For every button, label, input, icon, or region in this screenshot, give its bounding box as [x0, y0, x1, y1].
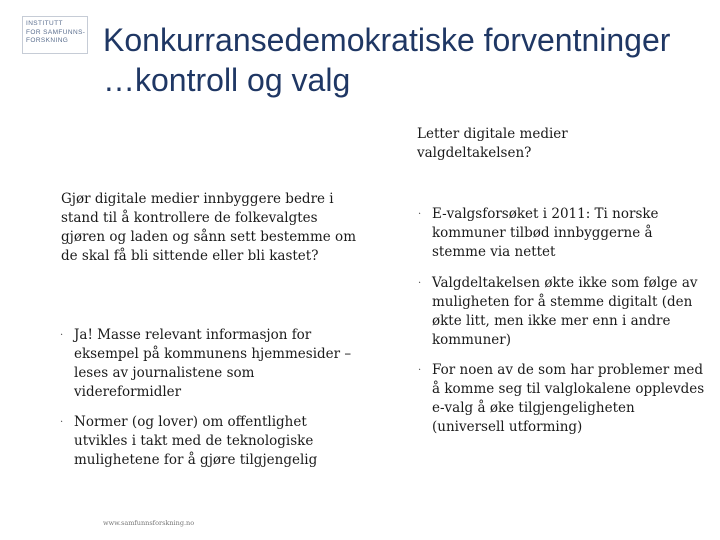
bullet-text: E-valgsforsøket i 2011: Ti norske kommuner tilbød innbyggerne å stemme via nettet	[432, 206, 659, 260]
bullet-text: Valgdeltakelsen økte ikke som følge av muligheten for å stemme digitalt (den økte litt, men ikke mer enn i andre kommuner)	[432, 275, 698, 348]
bullet-marker: ·	[418, 365, 422, 376]
logo-line: FORSKNING	[26, 37, 69, 44]
left-bullet-item	[60, 326, 360, 402]
footer-url: www.samfunnsforskning.no	[103, 519, 195, 527]
right-column-question: Letter digitale medier valgdeltakelsen?	[417, 126, 568, 161]
bullet-marker: ·	[418, 278, 422, 289]
left-bullet-item	[60, 413, 360, 470]
right-bullet-item	[418, 274, 708, 350]
bullet-text: For noen av de som har problemer med å komme seg til valglokalene opplevdes e-valg å øke tilgjengeligheten (universell utforming)	[432, 362, 705, 435]
slide-title-line-1: Konkurransedemokratiske forventninger	[103, 22, 671, 58]
institute-logo	[22, 16, 88, 54]
bullet-text: Ja! Masse relevant informasjon for eksempel på kommunens hjemmesider – leses av journalistene som videreformidler	[74, 327, 352, 400]
slide-title	[103, 20, 703, 100]
bullet-marker: ·	[418, 209, 422, 220]
bullet-marker: ·	[60, 330, 64, 341]
bullet-marker: ·	[60, 417, 64, 428]
right-bullet-item	[418, 205, 708, 262]
logo-line: FOR SAMFUNNS-	[26, 28, 86, 36]
bullet-text: Normer (og lover) om offentlighet utvikles i takt med de teknologiske mulighetene for å gjøre tilgjengelig	[74, 414, 318, 468]
logo-line: INSTITUTT	[26, 20, 63, 27]
right-bullet-item	[418, 361, 708, 437]
slide-title-line-2: …kontroll og valg	[103, 62, 351, 98]
left-column-question: Gjør digitale medier innbyggere bedre i stand til å kontrollere de folkevalgtes gjøren og laden og sånn sett bestemme om de skal få bli sittende eller bli kastet?	[61, 191, 356, 264]
